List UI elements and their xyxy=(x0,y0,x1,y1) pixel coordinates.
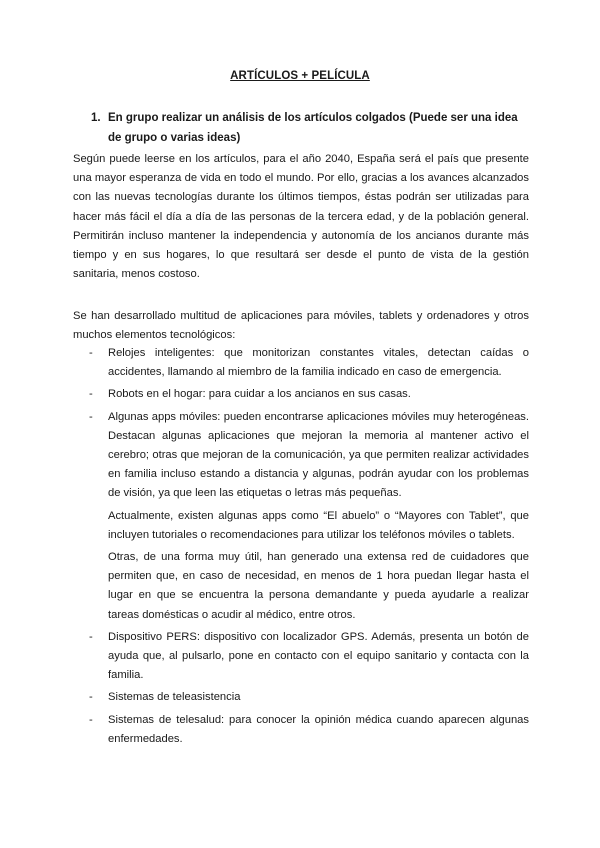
question-heading xyxy=(91,108,529,148)
list-item-text: Algunas apps móviles: pueden encontrarse aplicaciones móviles muy heterogéneas. Destacan algunas aplicaciones que mejoran la memoria al mantener activo el cerebro; otras que mejoran de la comunicación, ya que permiten realizar actividades en familia incluso estando a distancia y algunas, podrán ayudar con los problemas de visión, ya que leen las etiquetas o letras más pequeñas. xyxy=(108,410,529,500)
bullet-dash: - xyxy=(89,410,93,423)
list-item-text: Relojes inteligentes: que monitorizan constantes vitales, detectan caídas o accidentes, llamando al miembro de la familia indicado en caso de emergencia. xyxy=(108,347,529,379)
bullet-dash: - xyxy=(89,388,93,401)
bullet-dash: - xyxy=(89,347,93,359)
bullet-dash: - xyxy=(89,630,93,643)
list-item xyxy=(73,711,529,749)
list-item-text: Dispositivo PERS: dispositivo con localizador GPS. Además, presenta un botón de ayuda que, al pulsarlo, pone en contacto con el equipo sanitario y contacta con la familia. xyxy=(108,630,529,682)
paragraph-list-intro: Se han desarrollado multitud de aplicaciones para móviles, tablets y ordenadores y otros muchos elementos tecnológicos: xyxy=(73,310,529,342)
page-title: ARTÍCULOS + PELÍCULA xyxy=(230,70,370,82)
list-item-text: Robots en el hogar: para cuidar a los ancianos en sus casas. xyxy=(108,388,411,401)
list-item xyxy=(73,344,529,382)
list-item-text: Sistemas de telesalud: para conocer la opinión médica cuando aparecen algunas enfermedades. xyxy=(108,713,529,745)
list-item-subparagraph: Otras, de una forma muy útil, han generado una extensa red de cuidadores que permiten que, en caso de necesidad, en menos de 1 hora puedan llegar hasta el lugar en que se encuentra la persona demandante y pueda ayudarle a realizar tareas domésticas o acudir al médico, entre otros. xyxy=(108,551,529,621)
paragraph-intro: Según puede leerse en los artículos, para el año 2040, España será el país que presente una mayor esperanza de vida en todo el mundo. Por ello, gracias a los avances alcanzados con las nuevas tecnologías durante los últimos tiempos, éstas podrán ser utilizadas para hacer más fácil el día a día de las personas de la tercera edad, y de la población general. Permitirán incluso mantener la independencia y autonomía de los ancianos durante más tiempo y en sus hogares, lo que resultará ser desde el punto de vista de la gestión sanitaria, menos costoso. xyxy=(73,153,529,281)
technology-list xyxy=(73,344,529,752)
list-item xyxy=(73,385,529,404)
list-item-subparagraph: Actualmente, existen algunas apps como “El abuelo” o “Mayores con Tablet”, que incluyen tutoriales o recomendaciones para utilizar los teléfonos móviles o tablets. xyxy=(108,509,529,541)
list-item xyxy=(73,408,529,625)
question-text: En grupo realizar un análisis de los artículos colgados (Puede ser una idea de grupo o varias ideas) xyxy=(108,112,518,144)
question-number: 1. xyxy=(91,112,101,124)
bullet-dash: - xyxy=(89,713,93,726)
list-item xyxy=(73,688,529,707)
list-item-text: Sistemas de teleasistencia xyxy=(108,691,241,704)
bullet-dash: - xyxy=(89,691,93,704)
list-item xyxy=(73,628,529,686)
